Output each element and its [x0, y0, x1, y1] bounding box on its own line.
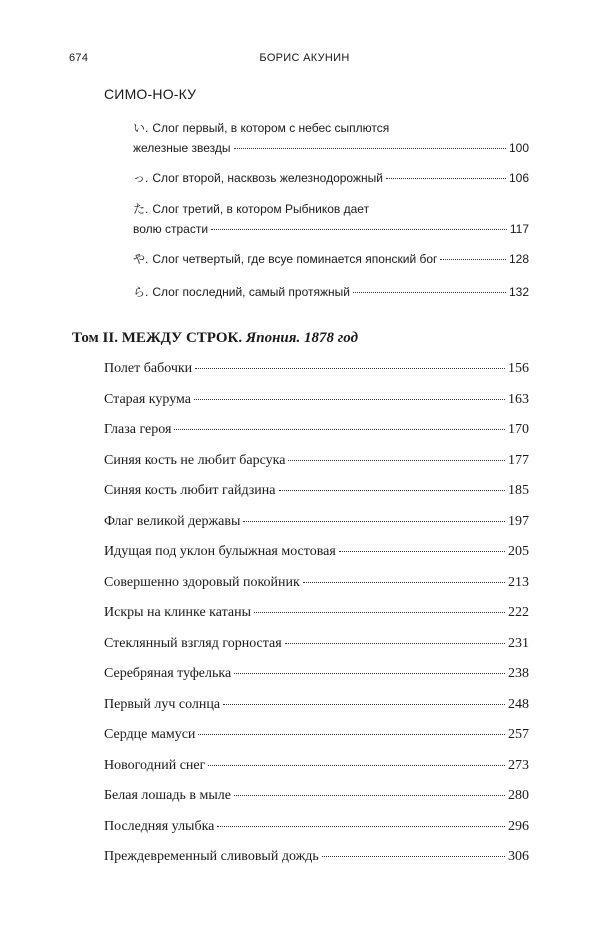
toc-sub-entry[interactable]: [133, 199, 529, 249]
page-ref: 238: [508, 666, 529, 681]
toc-sub-entry[interactable]: [133, 168, 529, 199]
chapter-title: Флаг великой державы: [104, 513, 241, 529]
page-ref: 100: [508, 141, 529, 155]
toc-entry[interactable]: [104, 389, 529, 420]
toc-entry[interactable]: [104, 541, 529, 572]
leader-dots: [194, 398, 505, 400]
leader-dots: [339, 550, 505, 552]
toc-entry[interactable]: [104, 663, 529, 694]
page-number: 674: [69, 52, 89, 64]
page-ref: 177: [508, 452, 529, 468]
leader-dots: [234, 147, 506, 149]
chapter-title: Глаза героя: [104, 422, 172, 437]
leader-dots: [303, 581, 505, 583]
chapter-title: Искры на клинке катаны: [104, 605, 252, 620]
toc-entry[interactable]: [104, 755, 529, 786]
toc-entry[interactable]: [104, 816, 529, 847]
toc-entry[interactable]: [104, 846, 529, 877]
entry-text: Слог второй, насквозь железнодорожный: [152, 171, 383, 185]
toc-entry[interactable]: [104, 358, 529, 389]
chapter-list: [104, 358, 529, 877]
leader-dots: [288, 459, 505, 461]
leader-dots: [353, 291, 506, 293]
toc-entry[interactable]: [104, 450, 529, 481]
entry-text: Слог последний, самый протяжный: [152, 285, 350, 299]
page-ref: 273: [508, 757, 529, 773]
chapter-title: Идущая под уклон булыжная мостовая: [104, 544, 336, 559]
chapter-title: Старая курума: [104, 391, 192, 407]
page-ref: 106: [508, 171, 529, 185]
leader-dots: [208, 764, 505, 766]
toc-entry[interactable]: [104, 633, 529, 664]
page-ref: 280: [508, 788, 529, 803]
page-ref: 222: [508, 605, 529, 620]
entry-text: Слог третий, в котором Рыбников дает: [152, 202, 370, 216]
kana-glyph: た.: [133, 202, 149, 216]
chapter-title: Полет бабочки: [104, 361, 193, 376]
leader-dots: [223, 703, 505, 705]
page-ref: 185: [508, 483, 529, 498]
chapter-title: Синяя кость любит гайдзина: [104, 483, 276, 498]
sub-entries-list: [133, 118, 529, 312]
leader-dots: [322, 855, 505, 857]
page-ref: 248: [508, 696, 529, 712]
kana-glyph: い.: [133, 121, 149, 135]
toc-entry[interactable]: [104, 419, 529, 450]
leader-dots: [440, 258, 506, 260]
entry-text: волю страсти: [133, 222, 209, 236]
running-title: БОРИС АКУНИН: [259, 52, 350, 64]
part-title: СИМО-НО-КУ: [104, 86, 197, 102]
page-ref: 170: [508, 422, 529, 437]
toc-sub-entry[interactable]: [133, 118, 529, 168]
page-ref: 296: [508, 818, 529, 834]
chapter-title: Синяя кость не любит барсука: [104, 452, 286, 468]
entry-text: Слог четвертый, где всуе поминается японский бог: [152, 252, 438, 266]
chapter-title: Белая лошадь в мыле: [104, 788, 231, 803]
leader-dots: [243, 520, 505, 522]
leader-dots: [254, 611, 505, 613]
toc-entry[interactable]: [104, 572, 529, 603]
page-ref: 156: [508, 361, 529, 376]
leader-dots: [211, 228, 507, 230]
page-ref: 128: [508, 252, 529, 266]
toc-sub-entry[interactable]: [133, 282, 529, 312]
kana-glyph: っ.: [133, 171, 149, 185]
page-ref: 117: [509, 222, 529, 236]
chapter-title: Стеклянный взгляд горностая: [104, 635, 282, 651]
page-ref: 213: [508, 574, 529, 590]
leader-dots: [198, 733, 505, 735]
toc-entry[interactable]: [104, 480, 529, 511]
chapter-title: Совершенно здоровый покойник: [104, 574, 300, 590]
kana-glyph: や.: [133, 252, 149, 266]
chapter-title: Первый луч солнца: [104, 696, 221, 712]
leader-dots: [195, 367, 505, 369]
leader-dots: [174, 428, 505, 430]
leader-dots: [234, 794, 505, 796]
chapter-title: Преждевременный сливовый дождь: [104, 849, 319, 864]
page-ref: 197: [508, 513, 529, 529]
page-ref: 163: [508, 391, 529, 407]
chapter-title: Серебряная туфелька: [104, 666, 232, 681]
entry-text: железные звезды: [133, 141, 231, 155]
toc-entry[interactable]: [104, 602, 529, 633]
page-ref: 132: [508, 285, 529, 299]
page-ref: 205: [508, 544, 529, 559]
page-ref: 231: [508, 635, 529, 651]
leader-dots: [285, 642, 505, 644]
leader-dots: [279, 489, 505, 491]
kana-glyph: ら.: [133, 285, 149, 299]
leader-dots: [386, 177, 506, 179]
page-ref: 257: [508, 727, 529, 742]
volume-title-bold: Том II. МЕЖДУ СТРОК.: [72, 330, 243, 346]
chapter-title: Последняя улыбка: [104, 818, 215, 834]
toc-entry[interactable]: [104, 785, 529, 816]
leader-dots: [217, 825, 505, 827]
toc-entry[interactable]: [104, 694, 529, 725]
chapter-title: Новогодний снег: [104, 757, 206, 773]
entry-text: Слог первый, в котором с небес сыплются: [152, 121, 390, 135]
chapter-title: Сердце мамуси: [104, 727, 196, 742]
volume-title-italic: Япония. 1878 год: [245, 330, 359, 346]
toc-entry[interactable]: [104, 724, 529, 755]
leader-dots: [234, 672, 505, 674]
page-header: [0, 52, 609, 68]
volume-title: [72, 330, 358, 347]
page-ref: 306: [508, 849, 529, 864]
toc-entry[interactable]: [104, 511, 529, 542]
toc-sub-entry[interactable]: [133, 249, 529, 282]
